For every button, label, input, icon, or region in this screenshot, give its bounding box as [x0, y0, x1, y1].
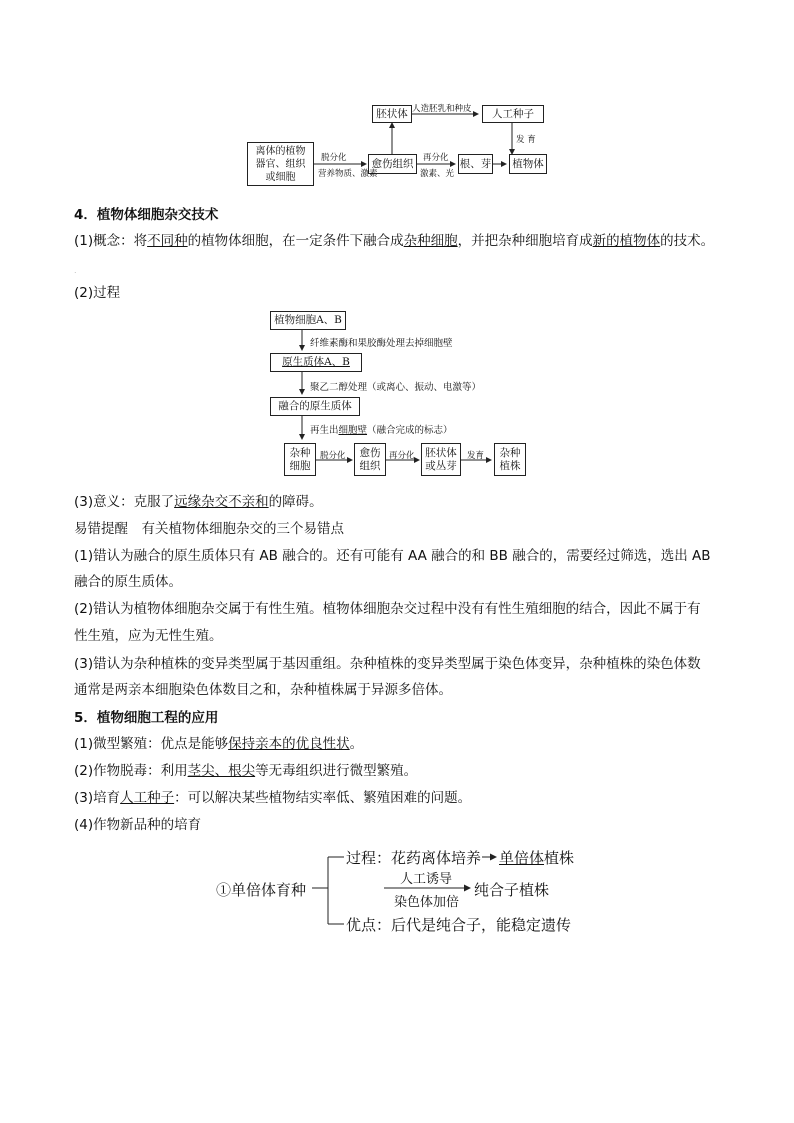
induce-label: 人工诱导	[400, 872, 453, 887]
app1-text-2: 。	[349, 736, 364, 752]
source-line-2: 器官、组织	[255, 158, 306, 170]
concept-text-4: 的技术。	[660, 233, 715, 249]
haploid-plant-suffix: 植株	[544, 849, 575, 867]
fused-protoplast-box: 融合的原生质体	[270, 397, 360, 416]
app2-underline: 茎尖、根尖	[187, 763, 256, 779]
develop-label-2: 发育	[467, 451, 485, 461]
dediff-label-2: 脱分化	[320, 451, 346, 461]
tip1-line1: (1)错认为融合的原生质体只有 AB 融合的。还有可能有 AA 融合的和 BB 融合的，需要经过筛选，选出 AB	[74, 548, 711, 564]
merit-label: 优点：后代是纯合子，能稳定遗传	[346, 916, 572, 934]
embryoid-line-1: 胚状体	[425, 446, 457, 459]
haploid-root-label: ①单倍体育种	[216, 881, 307, 899]
hybrid-cell-line-2: 细胞	[289, 459, 311, 472]
wall-text-b: （融合完成的标志）	[367, 425, 453, 436]
dot-mark: .	[74, 266, 77, 275]
embryoid-box: 胚状体	[372, 105, 412, 123]
app3-text-1: (3)培育	[74, 790, 121, 806]
app1-underline: 保持亲本的优良性状	[228, 736, 350, 752]
develop-label: 发 育	[516, 135, 536, 145]
concept-underline-1: 不同种	[147, 233, 188, 249]
double-label: 染色体加倍	[394, 895, 460, 910]
concept-text-3: ，并把杂种细胞培育成	[457, 233, 593, 249]
hybrid-plant-line-1: 杂种	[499, 446, 521, 459]
process-text: 过程：花药离体培养	[346, 849, 482, 867]
callus-line-1: 愈伤	[359, 446, 381, 459]
artificial-seed-box: 人工种子	[482, 105, 544, 123]
nutrients-label: 营养物质、激素	[318, 169, 378, 179]
haploid-underline: 单倍体	[499, 849, 545, 867]
plant-box: 植物体	[509, 154, 547, 174]
tip2-line2: 性生殖，应为无性生殖。	[74, 628, 223, 644]
rediff-label-2: 再分化	[389, 451, 415, 461]
wall-text-a: 再生出	[310, 425, 339, 436]
tip3-line1: (3)错认为杂种植株的变异类型属于基因重组。杂种植株的变异类型属于染色体变异，杂种植株的染色体数	[74, 656, 701, 672]
tip1-line2: 融合的原生质体。	[74, 574, 182, 590]
source-line-1: 离体的植物	[255, 145, 306, 157]
app1-text-1: (1)微型繁殖：优点是能够	[74, 736, 229, 752]
peg-step-label: 聚乙二醇处理（或离心、振动、电激等）	[310, 382, 482, 393]
section5-heading: 5．植物细胞工程的应用	[74, 710, 219, 726]
tips-title: 易错提醒 有关植物体细胞杂交的三个易错点	[74, 521, 344, 537]
concept-text-2: 的植物体细胞，在一定条件下融合成	[187, 233, 404, 249]
concept-text-1: (1)概念：将	[74, 233, 148, 249]
callus-box: 愈伤组织	[368, 154, 417, 174]
dediff-label: 脱分化	[321, 153, 347, 163]
meaning-text-1: (3)意义：克服了	[74, 494, 175, 510]
meaning-underline: 远缘杂交不亲和	[174, 494, 269, 510]
hormone-light-label: 激素、光	[420, 169, 455, 179]
rediff-label: 再分化	[423, 153, 449, 163]
tip2-line1: (2)错认为植物体细胞杂交属于有性生殖。植物体细胞杂交过程中没有有性生殖细胞的结合，因此不属于有	[74, 601, 701, 617]
wall-text-u: 细胞壁	[338, 425, 368, 436]
section4-heading: 4．植物体细胞杂交技术	[74, 207, 219, 223]
embryoid-line-2: 或丛芽	[425, 459, 457, 472]
protoplast-ab-text: 原生质体A、B	[282, 356, 350, 368]
app2-text-1: (2)作物脱毒：利用	[74, 763, 188, 779]
hybrid-cell-line-1: 杂种	[289, 446, 311, 459]
source-line-3: 或细胞	[265, 171, 296, 183]
artificial-endosperm-label: 人造胚乳和种皮	[412, 104, 472, 114]
root-bud-box: 根、芽	[458, 154, 493, 174]
pure-plant-label: 纯合子植株	[474, 881, 550, 899]
tip3-line2: 通常是两亲本细胞染色体数目之和，杂种植株属于异源多倍体。	[74, 682, 452, 698]
app4-paragraph: (4)作物新品种的培育	[74, 817, 202, 833]
concept-underline-2: 杂种细胞	[403, 233, 458, 249]
meaning-text-2: 的障碍。	[268, 494, 323, 510]
app3-text-2: ：可以解决某些植物结实率低、繁殖困难的问题。	[174, 790, 472, 806]
process-label: (2)过程	[74, 285, 121, 301]
plant-cells-ab-box: 植物细胞A、B	[270, 311, 346, 330]
haploid-plant-text	[499, 847, 574, 868]
app3-underline: 人工种子	[120, 790, 175, 806]
concept-underline-3: 新的植物体	[592, 233, 661, 249]
app2-text-2: 等无毒组织进行微型繁殖。	[255, 763, 418, 779]
callus-line-2: 组织	[359, 459, 381, 472]
hybrid-plant-line-2: 植株	[499, 459, 521, 472]
enzyme-step-label: 纤维素酶和果胶酶处理去掉细胞壁	[310, 338, 453, 349]
